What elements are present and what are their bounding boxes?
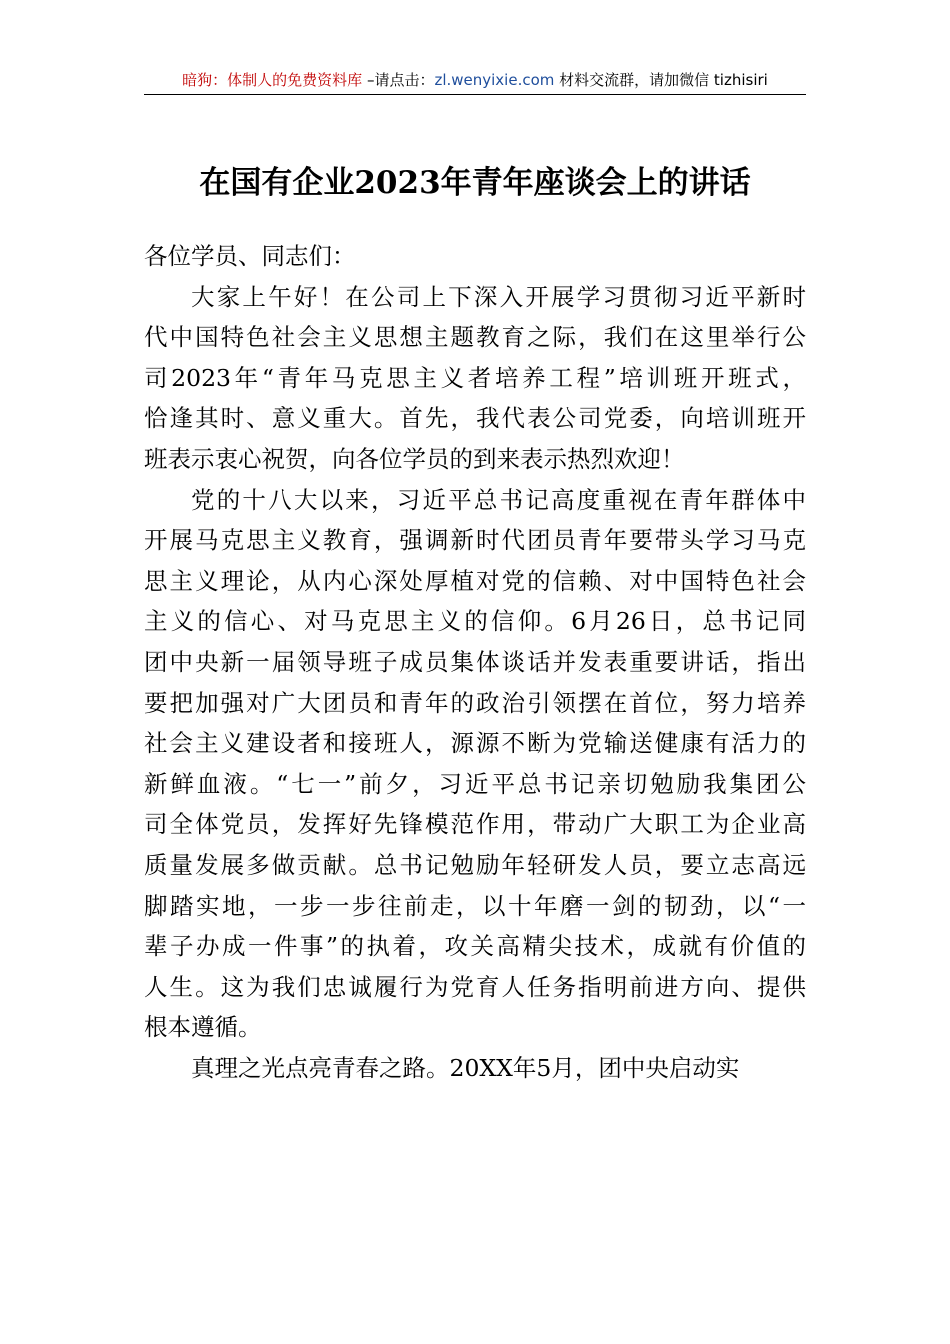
header-site-name: 暗狗：体制人的免费资料库 <box>182 71 363 89</box>
paragraph-line: 真理之光点亮青春之路。20XX年5月，团中央启动实 <box>191 1053 740 1082</box>
paragraph-line: 团中央新一届领导班子成员集体谈话并发表重要讲话，指出 <box>144 647 806 676</box>
body-paragraph <box>144 277 806 480</box>
header-wechat-note: 材料交流群，请加微信 tizhisiri <box>554 71 768 89</box>
page-header <box>144 66 806 95</box>
paragraph-line: 根本遵循。 <box>144 1013 262 1042</box>
header-link[interactable]: zl.wenyixie.com <box>434 71 555 89</box>
paragraph-line: 质量发展多做贡献。总书记勉励年轻研发人员，要立志高远 <box>144 850 806 879</box>
paragraph-line: 大家上午好！在公司上下深入开展学习贯彻习近平新时 <box>191 282 806 311</box>
paragraph-line: 党的十八大以来，习近平总书记高度重视在青年群体中 <box>191 485 806 514</box>
paragraph-line: 思主义理论，从内心深处厚植对党的信赖、对中国特色社会 <box>144 566 806 595</box>
body-paragraph <box>144 480 806 1048</box>
document-title: 在国有企业2023年青年座谈会上的讲话 <box>199 165 751 201</box>
paragraph-line: 司2023年“青年马克思主义者培养工程”培训班开班式， <box>144 363 806 392</box>
paragraph-line: 班表示衷心祝贺，向各位学员的到来表示热烈欢迎！ <box>144 444 685 473</box>
paragraph-line: 主义的信心、对马克思主义的信仰。6月26日，总书记同 <box>144 607 806 636</box>
paragraph-line: 社会主义建设者和接班人，源源不断为党输送健康有活力的 <box>144 729 806 758</box>
greeting-line: 各位学员、同志们： <box>144 242 356 270</box>
paragraph-line: 代中国特色社会主义思想主题教育之际，我们在这里举行公 <box>144 323 806 352</box>
header-click-prompt: –请点击： <box>362 71 435 89</box>
greeting <box>144 236 806 277</box>
paragraph-line: 要把加强对广大团员和青年的政治引领摆在首位，努力培养 <box>144 688 806 717</box>
paragraph-line: 开展马克思主义教育，强调新时代团员青年要带头学习马克 <box>144 526 806 555</box>
paragraph-line: 新鲜血液。“七一”前夕，习近平总书记亲切勉励我集团公 <box>144 769 806 798</box>
document-body <box>144 236 806 1088</box>
paragraph-line: 脚踏实地，一步一步往前走，以十年磨一剑的韧劲，以“一 <box>144 891 806 920</box>
paragraph-line: 人生。这为我们忠诚履行为党育人任务指明前进方向、提供 <box>144 972 806 1001</box>
paragraph-line: 司全体党员，发挥好先锋模范作用，带动广大职工为企业高 <box>144 810 806 839</box>
paragraphs <box>144 277 806 1089</box>
body-paragraph <box>144 1048 806 1089</box>
paragraph-line: 辈子办成一件事”的执着，攻关高精尖技术，成就有价值的 <box>144 932 806 961</box>
paragraph-line: 恰逢其时、意义重大。首先，我代表公司党委，向培训班开 <box>144 404 806 433</box>
